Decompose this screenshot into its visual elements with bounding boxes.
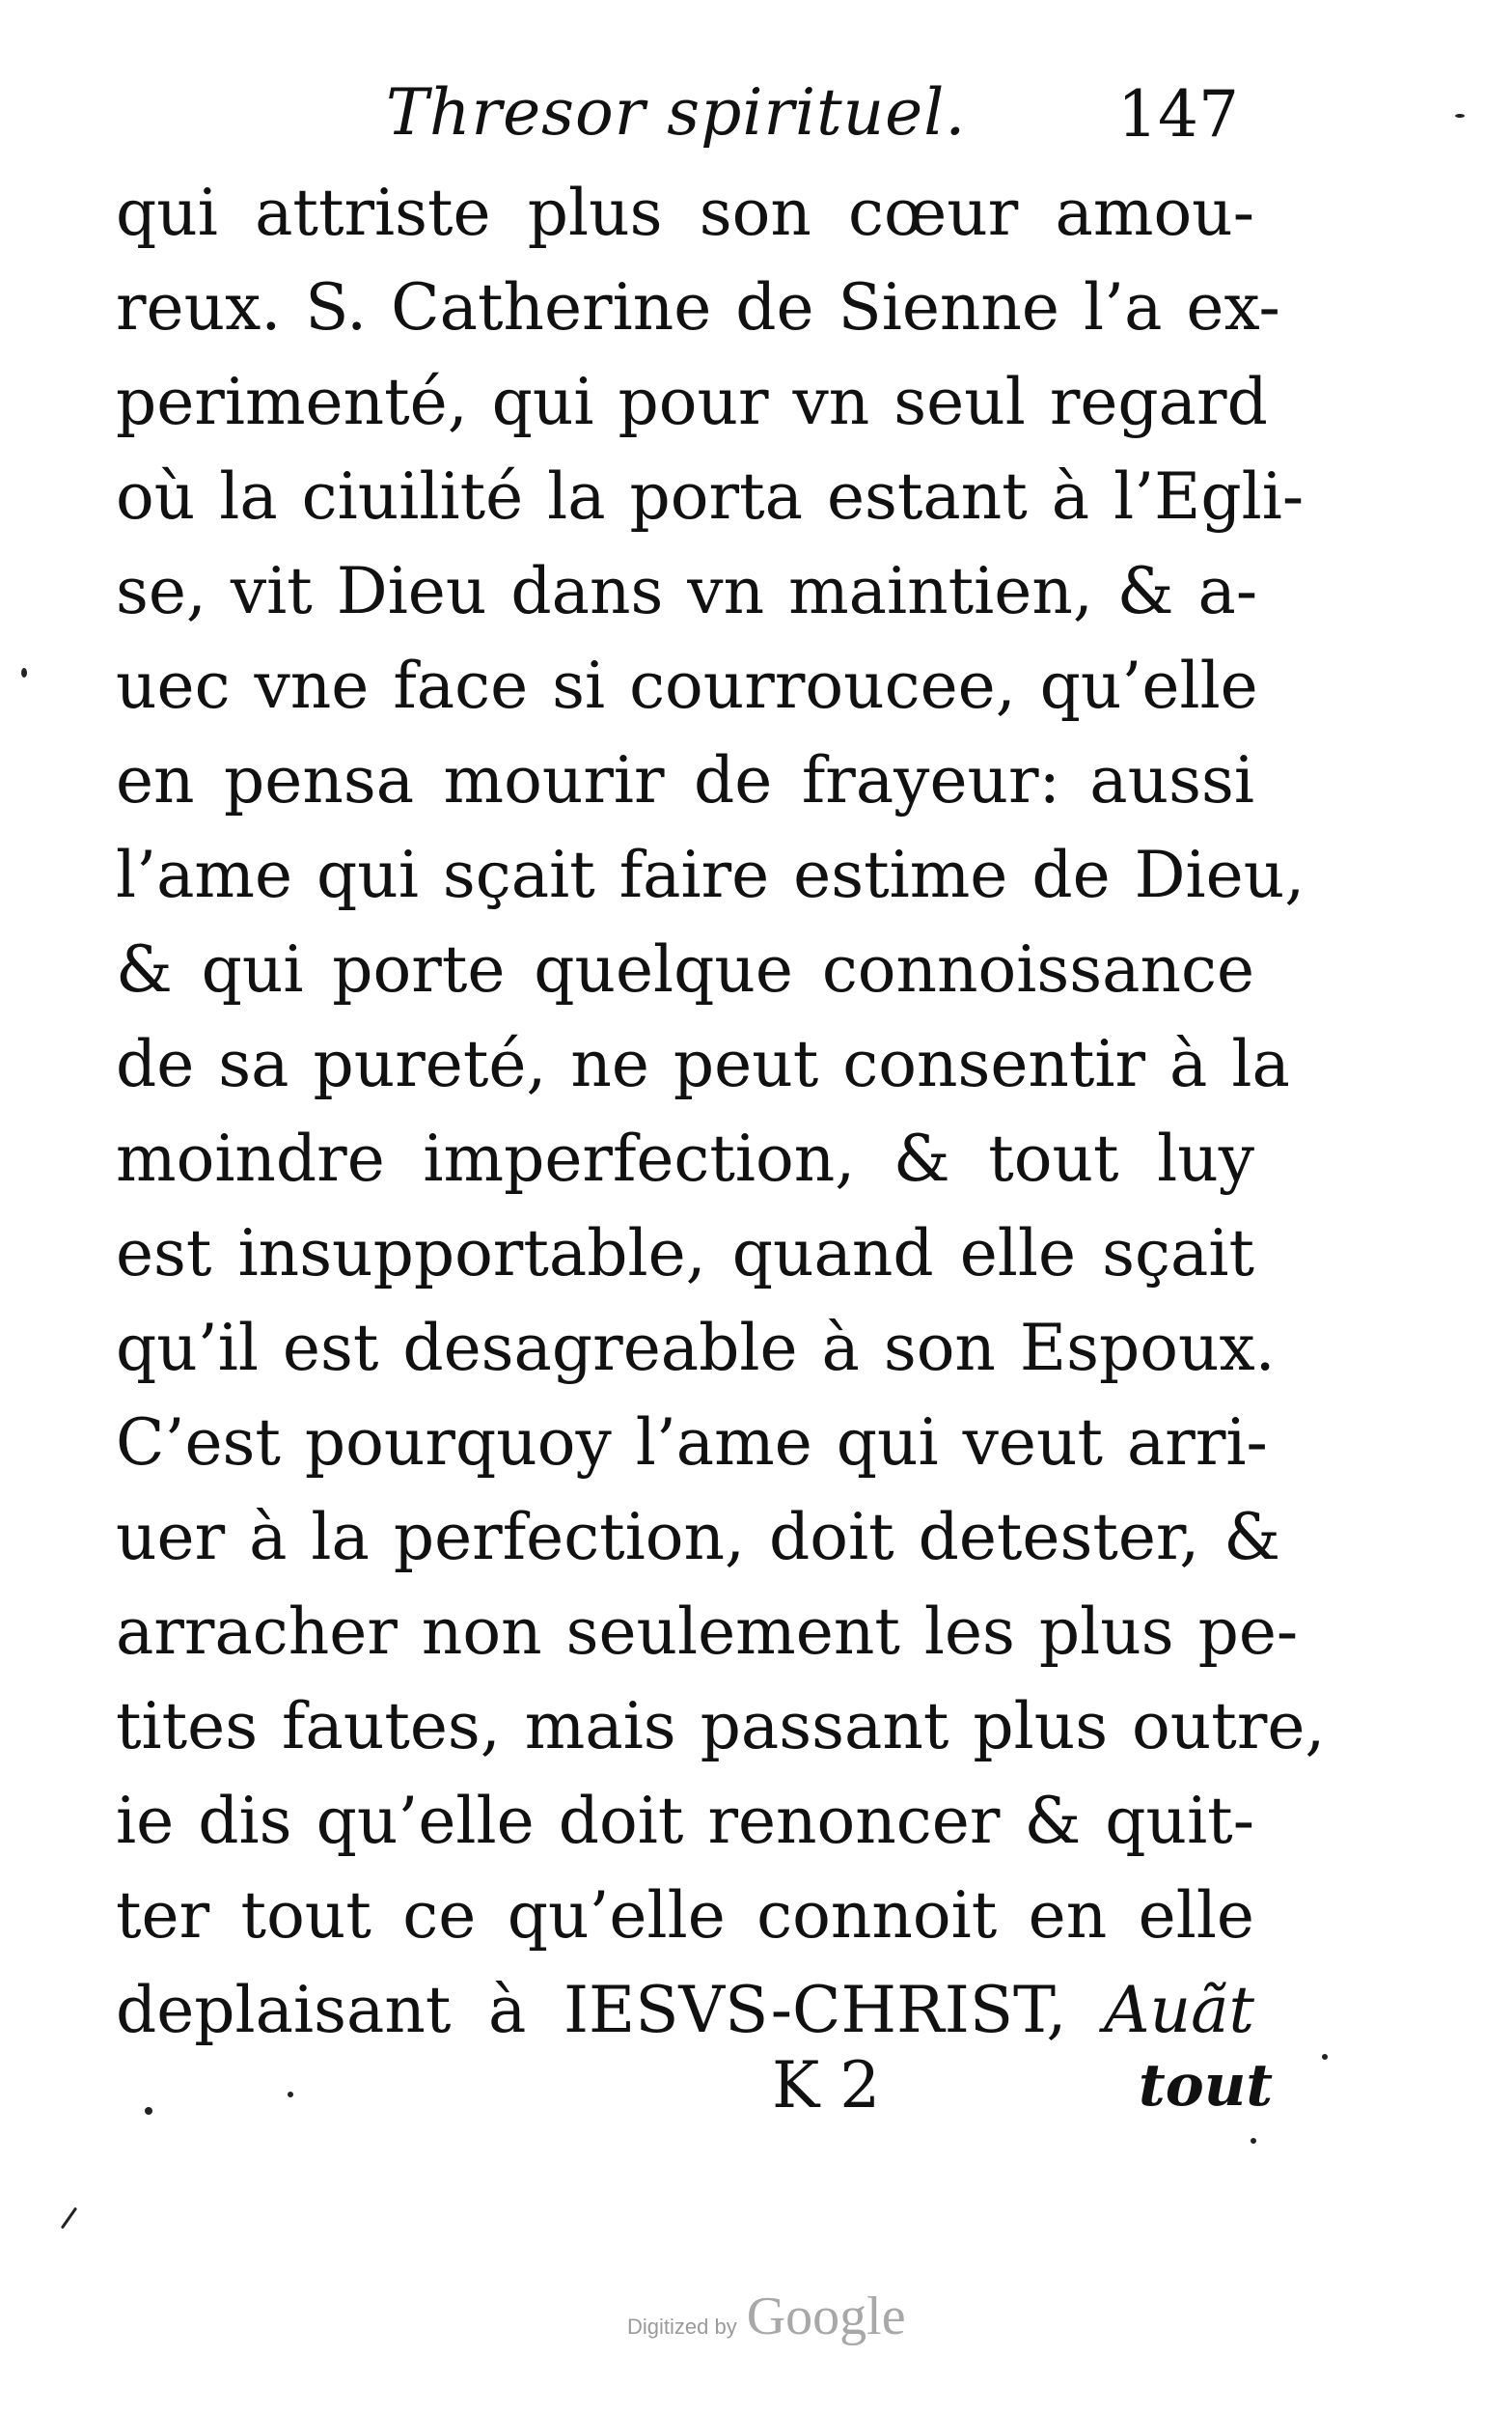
last-line-italic-word: Auãt [1103,1973,1255,2047]
text-line: C’est pourquoy l’ame qui veut arri- [116,1405,1268,1480]
text-line: moindre imperfection, & tout luy [116,1122,1254,1196]
catchword: tout [1139,2052,1274,2120]
text-line: tites fautes, mais passant plus outre, [116,1689,1326,1763]
text-line: de sa pureté, ne peut consentir à la [116,1027,1290,1101]
running-head-title: Thresor spirituel. [386,75,967,150]
text-line: où la ciuilité la porta estant à l’Egli- [116,459,1305,534]
running-head [0,58,1512,164]
scan-speck [288,2092,293,2097]
text-line: l’ame qui sçait faire estime de Dieu, [116,838,1306,912]
scan-speck [21,668,27,678]
digitized-by-label: Digitized by [627,2315,737,2339]
text-line: perimenté, qui pour vn seul regard [116,365,1268,439]
scan-speck [61,2206,77,2229]
text-line: se, vit Dieu dans vn maintien, & a- [116,554,1258,628]
google-logo: Google [746,2287,906,2346]
text-line: arracher non seulement les plus pe- [116,1595,1299,1669]
scan-speck [145,2107,152,2115]
text-line: & qui porte quelque connoissance [116,932,1254,1007]
text-line: qu’il est desagreable à son Espoux. [116,1311,1276,1385]
text-line: qui attriste plus son cœur amou- [116,176,1254,250]
text-line: reux. S. Catherine de Sienne l’a ex- [116,270,1280,345]
text-line: en pensa mourir de frayeur: aussi [116,743,1254,818]
scan-speck [1251,2138,1256,2144]
page-number: 147 [1117,77,1239,152]
scan-speck [1455,114,1465,118]
text-line: uer à la perfection, doit detester, & [116,1500,1280,1574]
text-line: ie dis qu’elle doit renoncer & quit- [116,1784,1254,1858]
last-line-text: deplaisant à IESVS-CHRIST, [116,1973,1067,2047]
text-line: ter tout ce qu’elle connoit en elle [116,1878,1254,1953]
page-footer [0,2039,1512,2145]
text-line: est insupportable, quand elle sçait [116,1216,1254,1290]
body-text [116,166,1326,2058]
digitized-watermark [627,2286,906,2353]
scan-speck [1322,2054,1328,2060]
signature-mark: K 2 [772,2048,881,2122]
text-line: uec vne face si courroucee, qu’elle [116,649,1258,723]
